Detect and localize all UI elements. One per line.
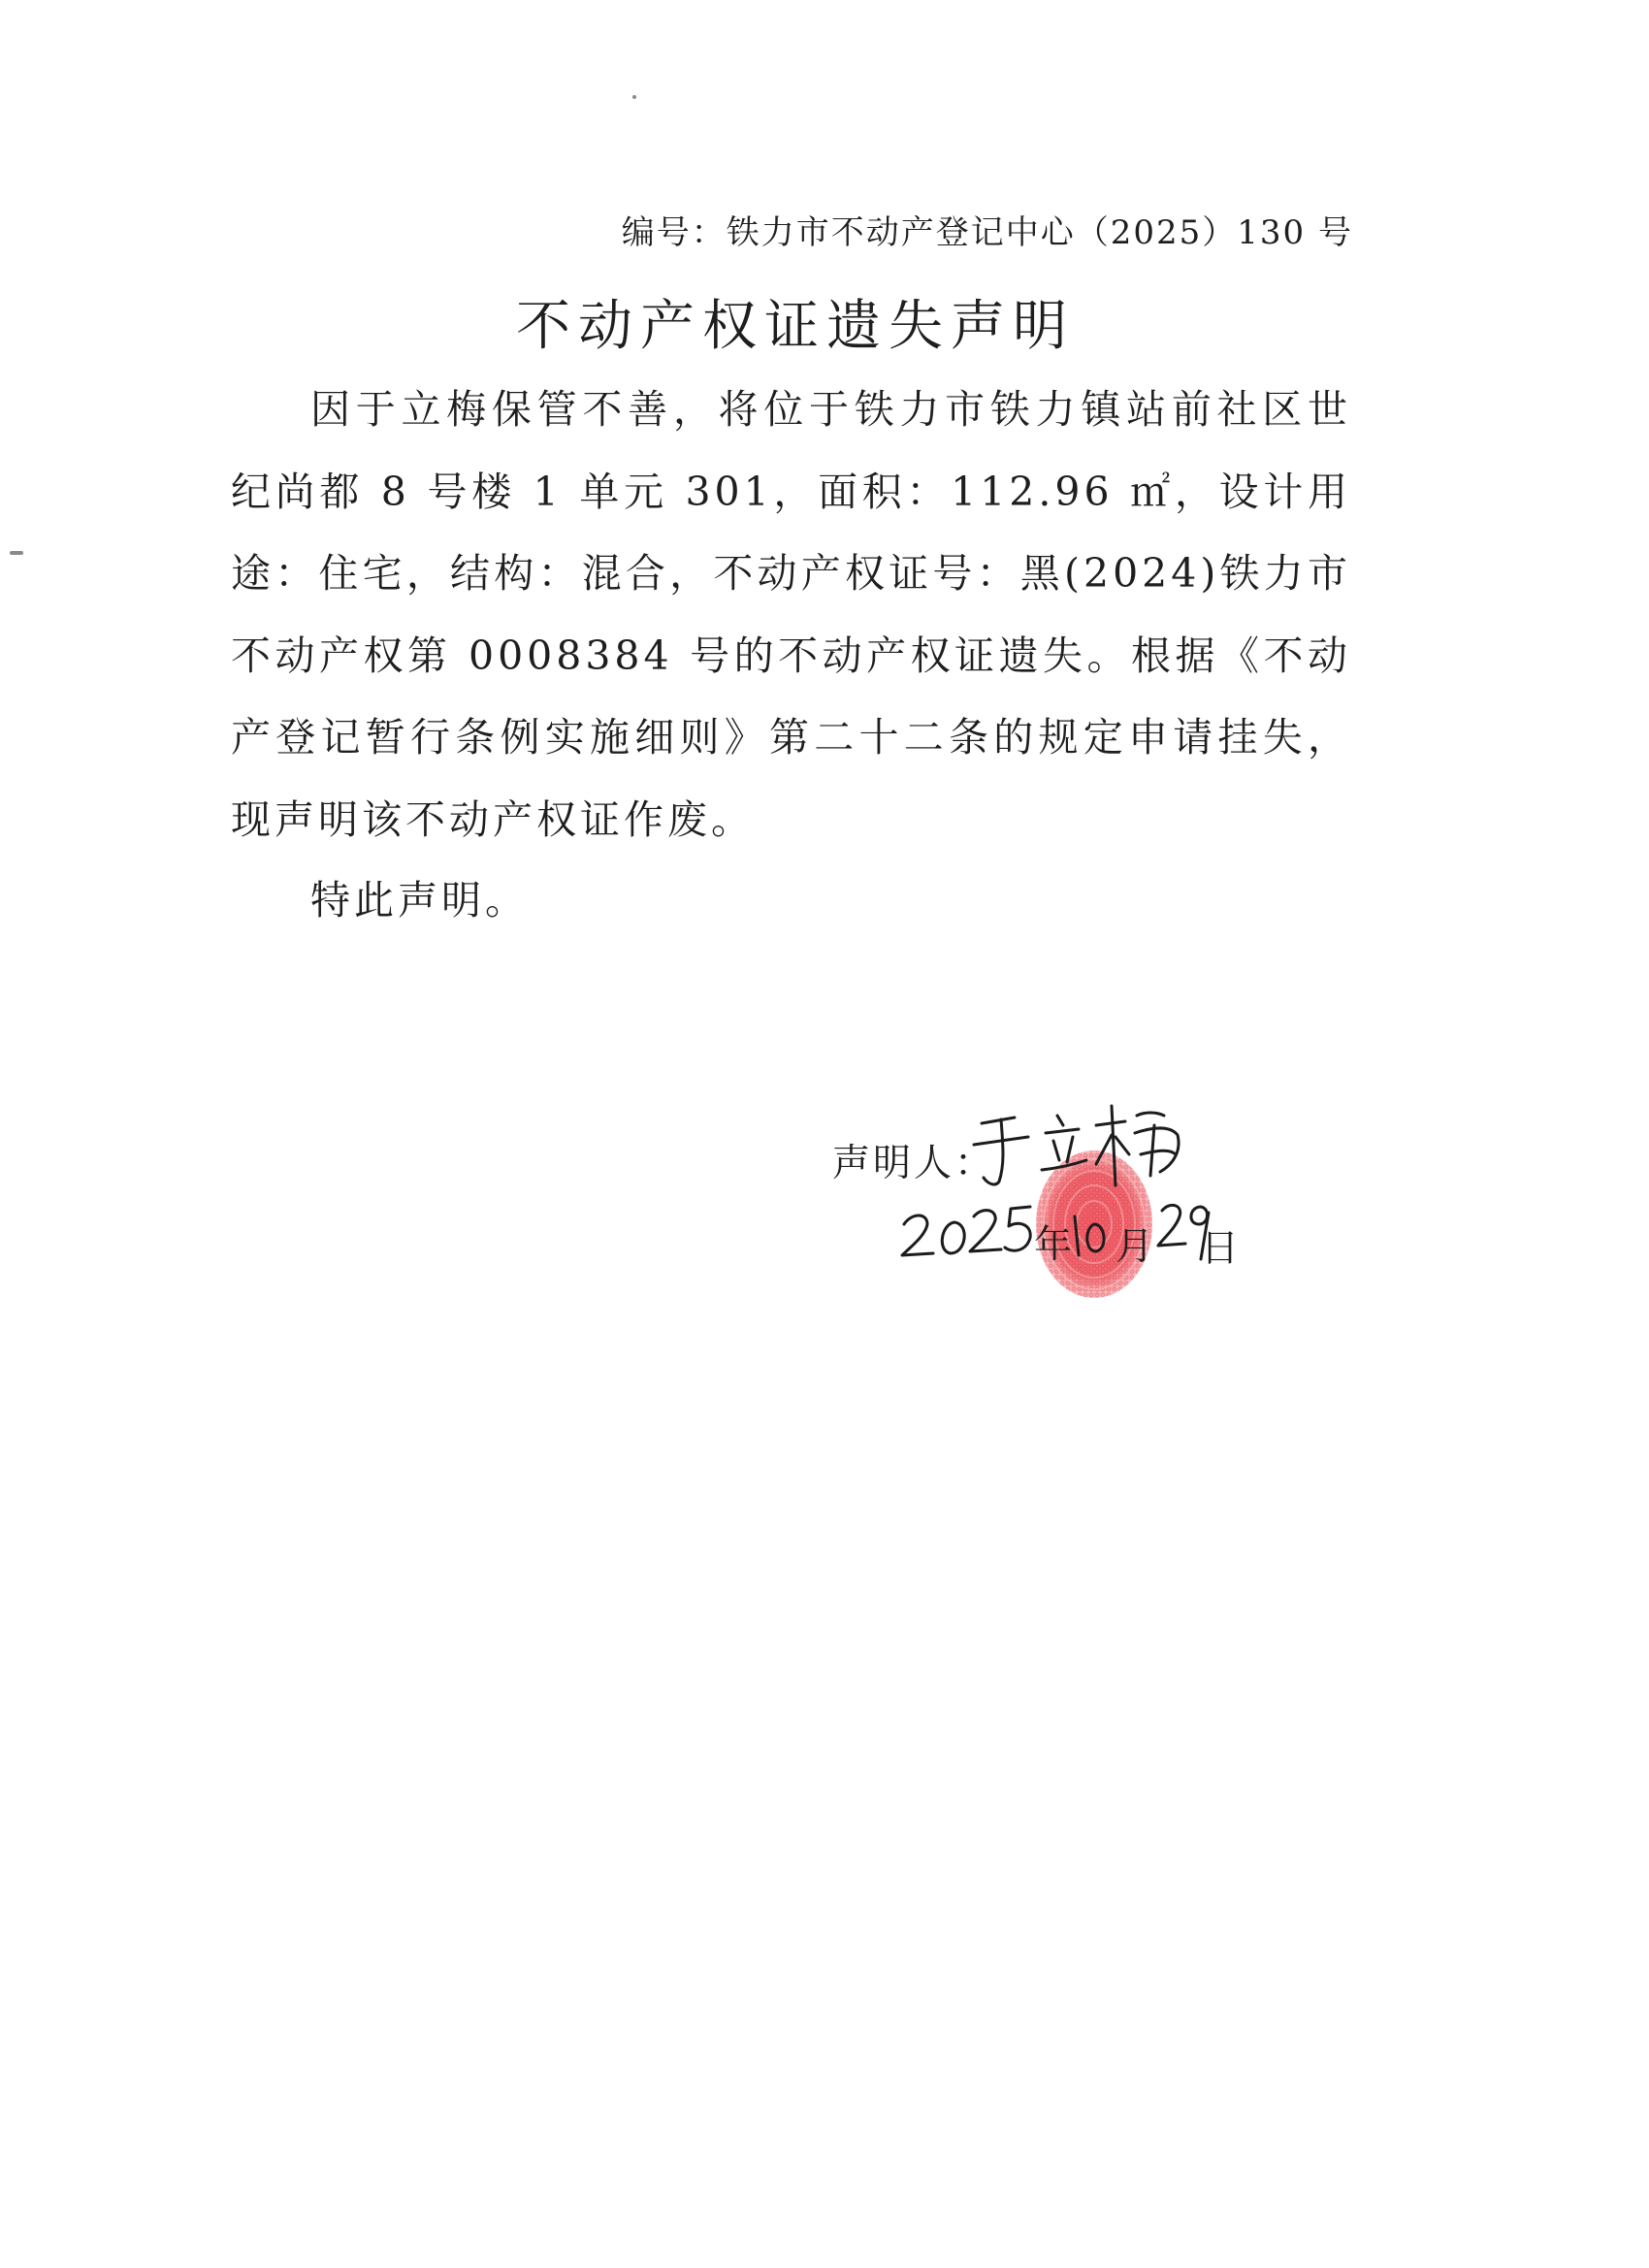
declaration-body: 因于立梅保管不善，将位于铁力市铁力镇站前社区世纪尚都 8 号楼 1 单元 301，面积：112.96 ㎡，设计用途：住宅，结构：混合，不动产权证号：黑(2024)铁力市不动产权第 0008384 号的不动产权证遗失。根据《不动产登记暂行条例实施细则》第二十二条的规定申请挂失，现声明该不动产权证作废。 xyxy=(231,386,1351,843)
document-title: 不动产权证遗失声明 xyxy=(516,295,1075,358)
document-number: 编号：铁力市不动产登记中心（2025）130 号 xyxy=(621,213,1353,252)
date-day-char: 日 xyxy=(1201,1227,1240,1271)
date-year-char: 年 xyxy=(1034,1223,1073,1267)
date-month-char: 月 xyxy=(1116,1225,1154,1269)
closing-line: 特此声明。 xyxy=(310,877,529,923)
declarant-label: 声明人： xyxy=(832,1142,996,1185)
